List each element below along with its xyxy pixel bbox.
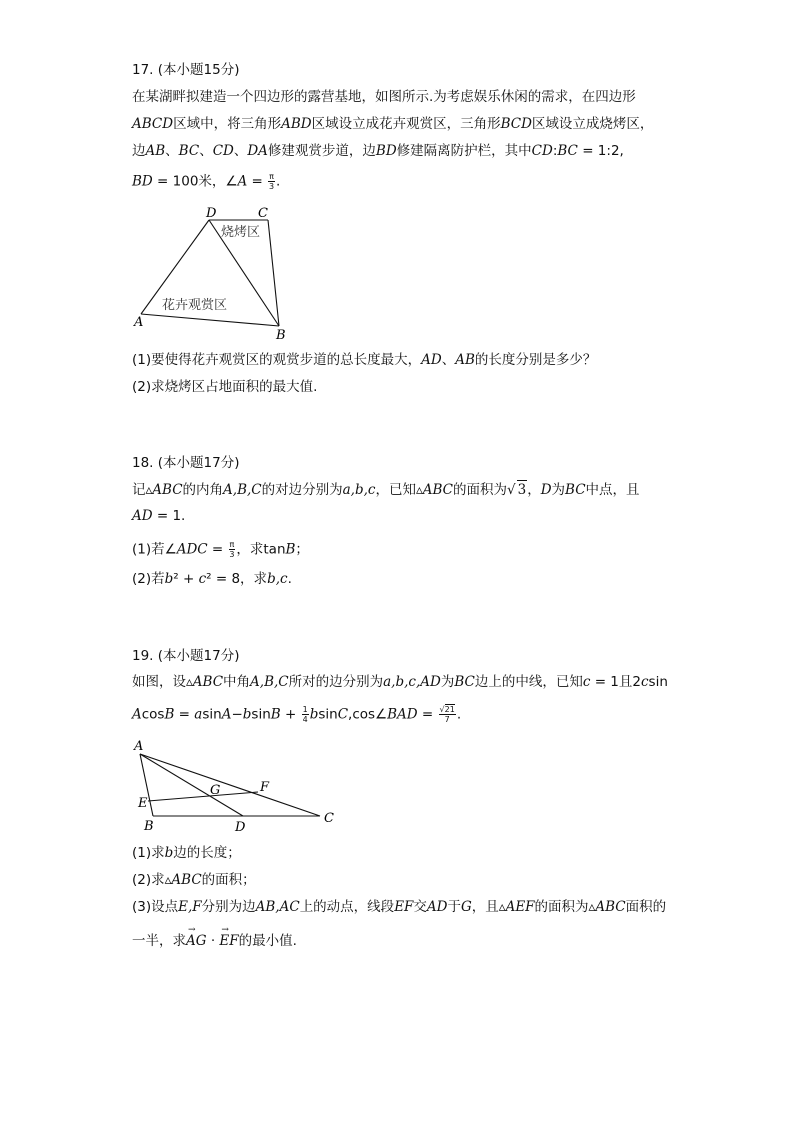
label-G: G: [210, 783, 221, 798]
q18-header: 18. (本小题17分): [132, 455, 240, 471]
sqrt21-over-7-fraction: $\frac{√21}{7}$: [439, 705, 455, 724]
q17-text-line1: 在某湖畔拟建造一个四边形的露营基地，如图所示.为考虑娱乐休闲的需求，在四边形: [132, 89, 636, 105]
q19-text-line2: AcosB = asinA−bsinB + $\frac{1}{4}$ bsinC,cos∠BAD = $\frac{√21}{7}$ .: [132, 705, 462, 724]
q19-sub3: (3)设点E,F分别为边AB,AC上的动点，线段EF交AD于G，且▵AEF的面积为▵ABC面积的: [132, 899, 667, 915]
label-A: A: [134, 315, 144, 330]
one-quarter-fraction: $\frac{1}{4}$: [302, 705, 308, 724]
q19-sub2: (2)求▵ABC的面积；: [132, 872, 256, 888]
region-flower-label: 花卉观赏区: [162, 298, 228, 313]
q17-sub2: (2)求烧烤区占地面积的最大值.: [132, 379, 318, 395]
q17-text-line4: BD = 100米，∠A = $\frac{\pi}{3}$ .: [132, 172, 281, 191]
pi-over-3-fraction: $\frac{\pi}{3}$: [269, 172, 275, 191]
q17-text-line2: ABCD区域中，将三角形ABD区域设立成花卉观赏区，三角形BCD区域设立成烧烤区，: [132, 116, 654, 132]
label-D: D: [235, 820, 246, 835]
edge-CB: [268, 220, 279, 326]
q17-header: 17. (本小题15分): [132, 62, 240, 78]
label-C: C: [324, 811, 334, 826]
q17-sub1: (1)要使得花卉观赏区的观赏步道的总长度最大，AD、AB的长度分别是多少？: [132, 352, 597, 368]
label-A: A: [134, 739, 144, 754]
segment-EF: [148, 792, 258, 801]
q19-triangle-figure: [130, 736, 345, 836]
label-D: D: [206, 206, 217, 221]
q19-header: 19. (本小题17分): [132, 648, 240, 664]
vector-EF: → EF: [219, 932, 238, 950]
label-B: B: [144, 819, 154, 834]
q18-text-line1: 记▵ABC的内角A,B,C的对边分别为a,b,c，已知▵ABC的面积为√ 3，D为BC中点，且: [132, 482, 640, 498]
label-C: C: [258, 206, 268, 221]
q18-sub2: (2)若b² + c² = 8，求b,c.: [132, 571, 292, 587]
q19-sub3-cont: 一半，求→ AG · → EF的最小值.: [132, 932, 297, 950]
region-bbq-label: 烧烤区: [221, 225, 261, 240]
edge-AC: [140, 754, 320, 816]
vector-AG: → AG: [186, 932, 207, 950]
q19-sub1: (1)求b边的长度；: [132, 845, 241, 861]
pi-over-3-fraction: $\frac{\pi}{3}$: [229, 540, 235, 559]
label-B: B: [276, 328, 286, 342]
segment-AD: [140, 754, 243, 816]
q18-sub1: (1)若∠ADC = $\frac{\pi}{3}$ ，求tanB；: [132, 540, 309, 559]
edge-BA: [141, 314, 279, 326]
q17-text-line3: 边AB、BC、CD、DA修建观赏步道，边BD修建隔离防护栏，其中CD:BC = 1:2,: [132, 143, 624, 159]
q19-text-line1: 如图，设▵ABC中角A,B,C所对的边分别为a,b,c,AD为BC边上的中线，已知c = 1且2csin: [132, 674, 668, 690]
q18-text-line2: AD = 1.: [132, 508, 186, 524]
label-E: E: [138, 796, 148, 811]
q17-quadrilateral-figure: [128, 202, 298, 342]
label-F: F: [260, 780, 270, 795]
